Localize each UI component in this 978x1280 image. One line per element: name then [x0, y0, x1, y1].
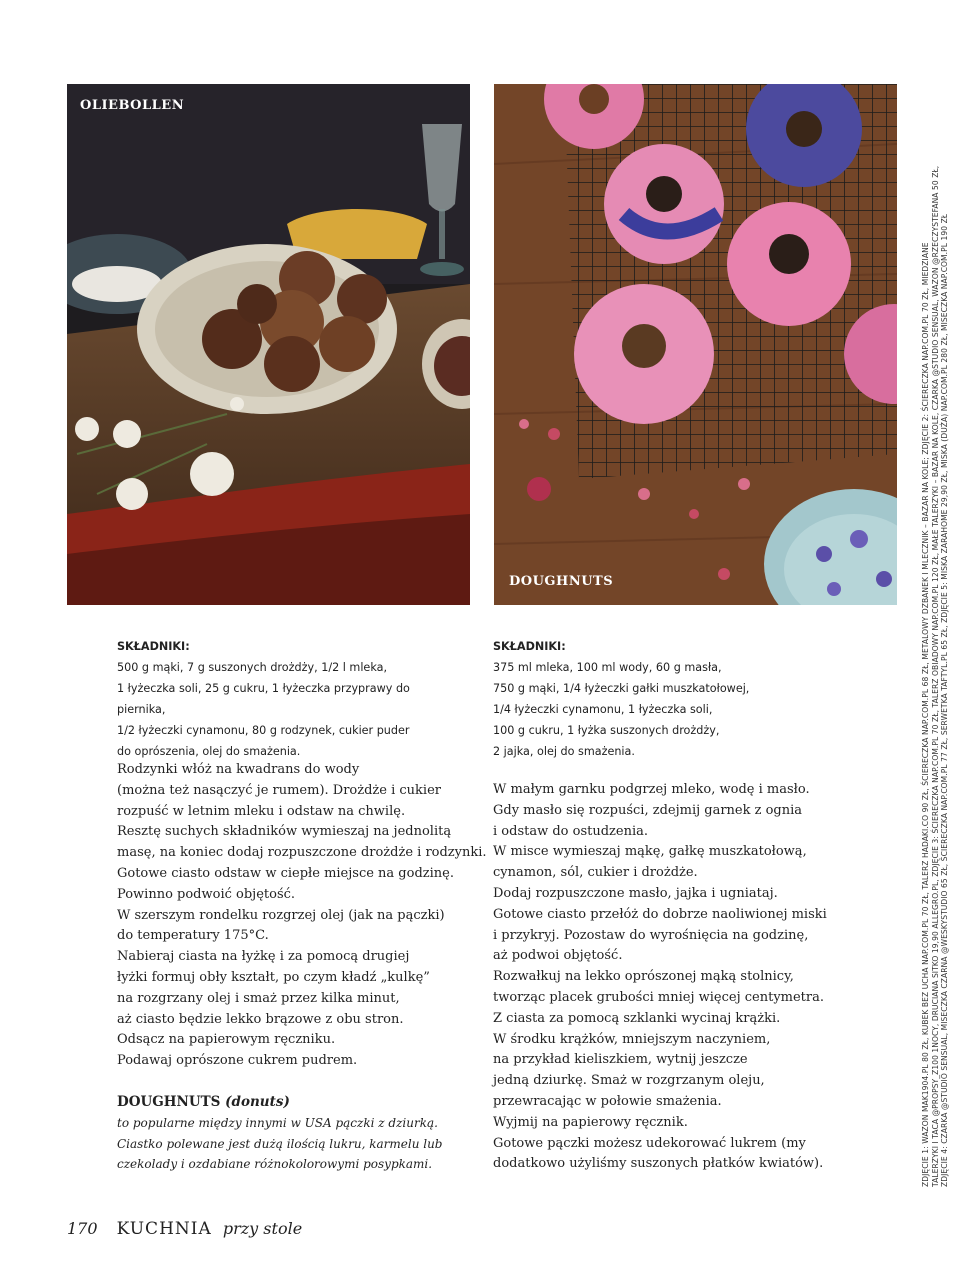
doughnuts-title-sub: (donuts): [225, 1094, 290, 1110]
photo-credits: [921, 165, 950, 1187]
instruction-line: masę, na koniec dodaj rozpuszczone drożdże i rodzynki.: [117, 845, 487, 861]
instruction-line: Z ciasta za pomocą szklanki wycinaj krążki.: [493, 1010, 781, 1026]
ingredient-line: 1 łyżeczka soli, 25 g cukru, 1 łyżeczka przyprawy do piernika,: [117, 682, 410, 716]
magazine-name: KUCHNIA: [116, 1219, 212, 1239]
doughnuts-intro: [117, 1094, 477, 1175]
ingredient-line: 100 g cukru, 1 łyżka suszonych drożdży,: [493, 724, 720, 737]
instruction-line: Resztę suchych składników wymieszaj na jednolitą: [117, 824, 452, 840]
instruction-line: W małym garnku podgrzej mleko, wodę i masło.: [493, 782, 810, 797]
instruction-line: tworząc placek grubości mniej więcej centymetra.: [493, 989, 825, 1005]
oliebollen-photo-illustration: [67, 84, 470, 605]
credit-line: ZDJĘCIE 4: CZARKA @STUDIO SENSUAL, MISECZKA CZARNA @WESKYSTUDIO 65 ZŁ, ŚCIERECZKA NAP.COM.PL 77 ZŁ, SERWETKA TAFTYL.PL 65 ZŁ, ZDJĘCIE 5: MISKA ZARAHOME 29,90 ZŁ, MISKA (DUŻA) NAP.COM.PL 280 ZŁ, MISECZKA NAP.COM.PL 190 ZŁ: [940, 213, 950, 1187]
instruction-line: przewracając w połowie smażenia.: [493, 1093, 722, 1109]
instruction-line: Rozwałkuj na lekko oprószonej mąką stolnicy,: [493, 969, 794, 985]
ingredient-line: do oprószenia, olej do smażenia.: [117, 745, 301, 758]
instruction-line: Dodaj rozpuszczone masło, jajka i ugniataj.: [493, 885, 778, 901]
instruction-line: Powinno podwoić objętość.: [117, 886, 296, 902]
intro-line: to popularne między innymi w USA pączki z dziurką.: [117, 1116, 438, 1130]
instruction-line: na przykład kieliszkiem, wytnij jeszcze: [493, 1052, 748, 1068]
instruction-line: Podawaj oprószone cukrem pudrem.: [117, 1053, 358, 1069]
ingredients-heading: SKŁADNIKI:: [493, 640, 566, 653]
doughnuts-photo: [494, 84, 897, 605]
instruction-line: jedną dziurkę. Smaż w rozgrzanym oleju,: [493, 1073, 765, 1089]
ingredient-line: 375 ml mleka, 100 ml wody, 60 g masła,: [493, 661, 722, 674]
instruction-line: cynamon, sól, cukier i drożdże.: [493, 865, 698, 881]
credit-line: ZDJĘCIE 1: WAZON MAK1904.PL 80 ZŁ, KUBEK BEZ UCHA NAP.COM.PL 70 ZŁ, TALERZ HADAKI.CO 90 ZŁ, ŚCIERECZKA NAP.COM.PL 68 ZŁ, METALOWY DZBANEK I MLECZNIK – BAZAR NA KOLE; ZDJĘCIE 2: ŚCIERECZKA NAP.COM.PL 70 ZŁ, MIEDZIANE: [921, 242, 930, 1187]
oliebollen-ingredients: [117, 636, 457, 762]
instruction-line: (można też nasączyć je rumem). Drożdże i cukier: [117, 782, 441, 798]
doughnuts-label: DOUGHNUTS: [509, 574, 614, 589]
instruction-line: aż ciasto będzie lekko brązowe z obu stron.: [117, 1011, 404, 1027]
instruction-line: Wyjmij na papierowy ręcznik.: [493, 1114, 688, 1130]
instruction-line: i przykryj. Pozostaw do wyrośnięcia na godzinę,: [493, 927, 809, 943]
page-number: 170: [67, 1219, 98, 1238]
ingredient-line: 750 g mąki, 1/4 łyżeczki gałki muszkatołowej,: [493, 682, 750, 695]
instruction-line: na rozgrzany olej i smaż przez kilka minut,: [117, 990, 400, 1006]
intro-line: Ciastko polewane jest dużą ilością lukru, karmelu lub: [117, 1136, 443, 1151]
instruction-line: i odstaw do ostudzenia.: [493, 823, 648, 839]
instruction-line: aż podwoi objętość.: [493, 948, 623, 964]
instruction-line: W szerszym rondelku rozgrzej olej (jak na pączki): [117, 907, 445, 923]
ingredient-line: 500 g mąki, 7 g suszonych drożdży, 1/2 l mleka,: [117, 661, 388, 674]
doughnuts-instructions: [493, 780, 873, 1175]
instruction-line: Nabieraj ciasta na łyżkę i za pomocą drugiej: [117, 949, 410, 965]
ingredient-line: 2 jajka, olej do smażenia.: [493, 745, 635, 758]
instruction-line: W misce wymieszaj mąkę, gałkę muszkatołową,: [493, 844, 807, 860]
oliebollen-label: OLIEBOLLEN: [80, 98, 185, 113]
instruction-line: rozpuść w letnim mleku i odstaw na chwilę.: [117, 803, 406, 819]
instruction-line: dodatkowo użyliśmy suszonych płatków kwiatów).: [493, 1156, 824, 1172]
instruction-line: Gotowe pączki możesz udekorować lukrem (my: [493, 1135, 806, 1151]
doughnuts-title: [117, 1094, 477, 1110]
intro-line: czekolady i ozdabiane różnokolorowymi posypkami.: [117, 1157, 433, 1171]
magazine-subtitle: przy stole: [222, 1219, 303, 1238]
page-footer: [67, 1219, 302, 1239]
instruction-line: Odsącz na papierowym ręczniku.: [117, 1032, 336, 1048]
doughnuts-photo-illustration: [494, 84, 897, 605]
oliebollen-photo: [67, 84, 470, 605]
ingredients-heading: SKŁADNIKI:: [117, 640, 190, 653]
instruction-line: Gotowe ciasto odstaw w ciepłe miejsce na godzinę.: [117, 865, 454, 881]
instruction-line: Rodzynki włóż na kwadrans do wody: [117, 762, 360, 777]
ingredient-line: 1/2 łyżeczki cynamonu, 80 g rodzynek, cukier puder: [117, 724, 410, 737]
instruction-line: W środku krążków, mniejszym naczyniem,: [493, 1031, 771, 1047]
instruction-line: Gotowe ciasto przełóż do dobrze naoliwionej miski: [493, 906, 827, 922]
doughnuts-title-main: DOUGHNUTS: [117, 1094, 221, 1110]
instruction-line: łyżki formuj obły kształt, po czym kładź „kulkę”: [117, 969, 430, 985]
instruction-line: Gdy masło się rozpuści, zdejmij garnek z ognia: [493, 802, 803, 818]
credit-line: TALERZYKI I TACA @PROPSY_Z100 1NOCY, DRUCIANA SITKO 19,90 ALLEGRO.PL, ZDJĘCIE 3: ŚCIERECZKA NAP.COM.PL 70 ZŁ, TALERZ OBIADOWY NAP.COM.PL 120 ZŁ, MAŁE TALERZYKI – BAZAR NA KOLE, CZARKA @STUDIO SENSUAL, WAZON @RZECZYSTEFANA 50 ZŁ,: [930, 165, 940, 1187]
doughnuts-ingredients: [493, 636, 833, 762]
oliebollen-instructions: [117, 760, 487, 1072]
ingredient-line: 1/4 łyżeczki cynamonu, 1 łyżeczka soli,: [493, 703, 713, 716]
instruction-line: do temperatury 175°C.: [117, 928, 269, 944]
